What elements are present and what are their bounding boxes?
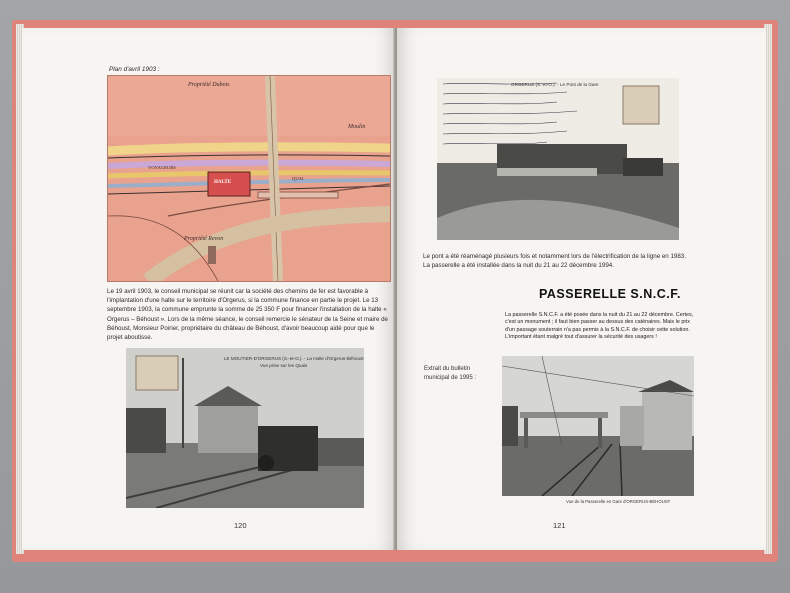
postcard-caption-1: LE MOUTIER-D'ORGERUS (S.-et-O.). - La Halte d'Orgerus-Béhoust bbox=[224, 356, 364, 361]
map-label-voyageurs: VOYAGEURS bbox=[148, 165, 176, 170]
right-paragraph: Le pont a été réaménagé plusieurs fois et notamment lors de l'électrification de la ligne en 1983. La passerelle a été installée dans la nuit du 21 au 22 décembre 1994. bbox=[423, 253, 686, 270]
bridge-postcard-header: ORGERUS (S.-et-O.). - Le Pont de la Gare bbox=[511, 82, 599, 87]
map-label-revon: Propriété Revon bbox=[184, 236, 224, 242]
page-number-right: 121 bbox=[553, 521, 566, 530]
extrait-text: Extrait du bulletin municipal de 1995 : bbox=[424, 366, 477, 381]
railway-plan-map bbox=[107, 75, 391, 282]
bridge-postcard-image bbox=[437, 78, 679, 240]
page-number-left: 120 bbox=[234, 521, 247, 530]
plan-caption: Plan d'avril 1903 : bbox=[109, 66, 160, 73]
left-paragraph: Le 19 avril 1903, le conseil municipal se réunit car la société des chemins de fer est favorable à l'implantation d'une halte sur le territoire d'Orgerus, si la commune finance en partie le projet. Le 13 septembre 1903, la commune emprunte la somme de 25 350 F pour financer l'installation de la halte « Orgerus – Béhoust ». Lors de la même séance, le conseil remercie le sénateur de la Seine et maire de Béhoust, Monsieur Poirier, propriétaire du château de Béhoust, d'avoir beaucoup aidé pour que le projet aboutisse. bbox=[107, 288, 388, 342]
map-drawing bbox=[108, 76, 390, 281]
map-label-quai: QUAI bbox=[292, 176, 304, 181]
old-station-postcard bbox=[126, 348, 364, 508]
map-label-dubois: Propriété Dubois bbox=[188, 82, 230, 88]
footbridge-photo bbox=[502, 356, 694, 496]
footbridge-photo-image bbox=[502, 356, 694, 496]
map-label-moulin: Moulin bbox=[348, 124, 366, 130]
map-label-halte: HALTE bbox=[214, 180, 232, 185]
photo-caption: Vue de la Passerelle en Gare d'ORGERUS-BÉHOUST bbox=[566, 499, 671, 504]
passerelle-headline: PASSERELLE S.N.C.F. bbox=[539, 287, 681, 301]
postcard-caption-2: Vue prise sur les Quais bbox=[260, 363, 308, 368]
postcard-image bbox=[126, 348, 364, 508]
bulletin-text: La passerelle S.N.C.F. a été posée dans la nuit du 21 au 22 décembre. Certes, c'est un monument ; il faut bien passer au dessus des caténaires. Mais le prix d'un passage souterrain n'a pas permis à la S.N.C.F. de choisir cette solution. L'important étant malgré tout d'assurer la sécurité des usagers ! bbox=[505, 312, 694, 341]
bridge-postcard bbox=[437, 78, 679, 240]
